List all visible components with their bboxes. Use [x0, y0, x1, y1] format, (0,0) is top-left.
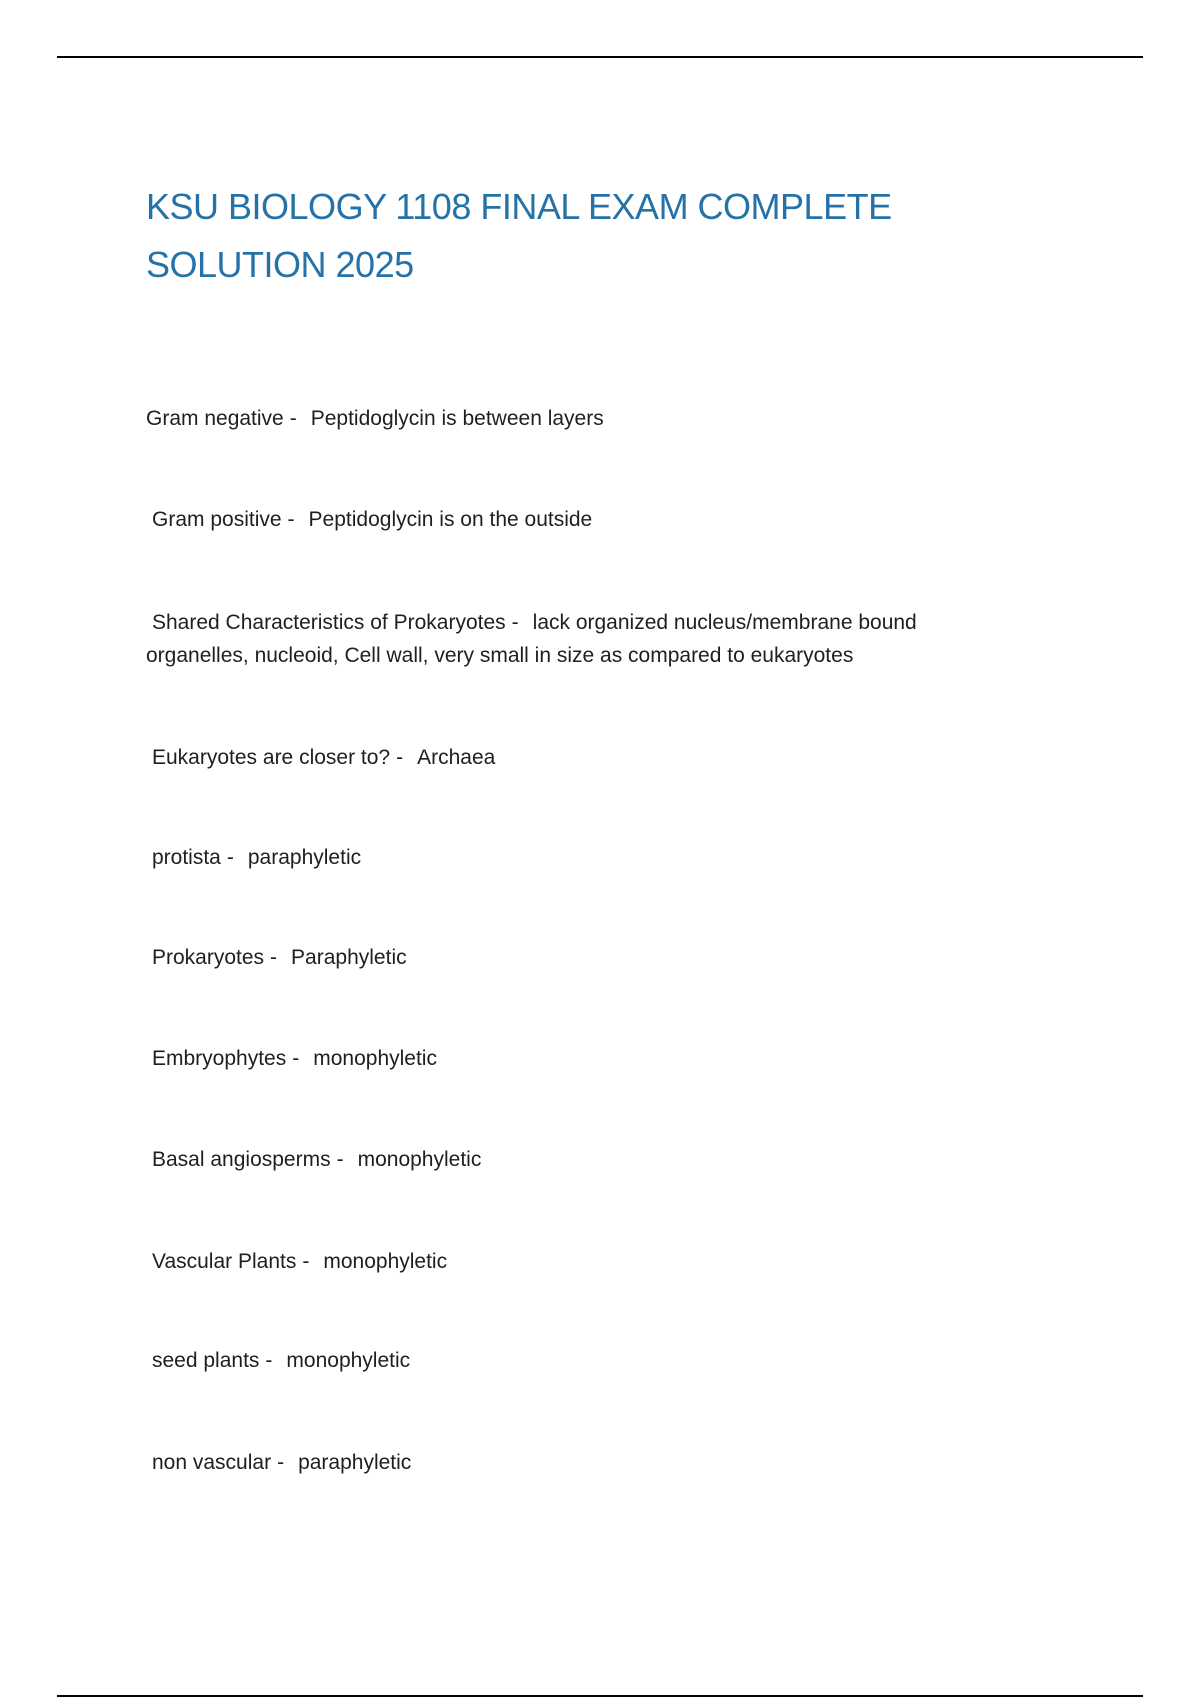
qa-term: Eukaryotes are closer to? [152, 746, 391, 769]
qa-separator: - [265, 1349, 273, 1372]
qa-answer: Peptidoglycin is between layers [310, 407, 604, 430]
qa-item [152, 1245, 992, 1278]
qa-separator: - [292, 1047, 300, 1070]
document-title: KSU BIOLOGY 1108 FINAL EXAM COMPLETE SOLUTION 2025 [146, 186, 892, 285]
qa-term: seed plants [152, 1349, 260, 1372]
qa-term: protista [152, 846, 221, 869]
qa-term: Embryophytes [152, 1047, 287, 1070]
qa-item [152, 1446, 992, 1479]
qa-term: Gram negative [146, 407, 284, 430]
qa-item [152, 941, 992, 974]
qa-answer: lack organized nucleus/membrane bound organelles, nucleoid, Cell wall, very small in size as compared to eukaryotes [146, 611, 917, 667]
bottom-rule [57, 1695, 1143, 1697]
qa-answer: paraphyletic [247, 846, 362, 869]
qa-answer: monophyletic [323, 1250, 448, 1273]
qa-separator: - [511, 611, 519, 634]
qa-item [152, 741, 992, 774]
qa-answer: Archaea [417, 746, 496, 769]
qa-term: Basal angiosperms [152, 1148, 331, 1171]
qa-answer: monophyletic [357, 1148, 482, 1171]
qa-answer: paraphyletic [298, 1451, 412, 1474]
qa-separator: - [277, 1451, 285, 1474]
qa-answer: Paraphyletic [291, 946, 407, 969]
qa-item [146, 402, 986, 435]
top-rule [57, 56, 1143, 58]
qa-separator: - [336, 1148, 344, 1171]
qa-term: non vascular [152, 1451, 272, 1474]
qa-item [152, 1042, 992, 1075]
qa-term: Prokaryotes [152, 946, 265, 969]
qa-item [146, 606, 986, 672]
qa-separator: - [289, 407, 297, 430]
qa-answer: Peptidoglycin is on the outside [308, 508, 593, 531]
qa-separator: - [226, 846, 234, 869]
qa-term: Gram positive [152, 508, 282, 531]
qa-separator: - [287, 508, 295, 531]
qa-item [152, 1344, 992, 1377]
qa-separator: - [270, 946, 278, 969]
qa-answer: monophyletic [286, 1349, 411, 1372]
qa-answer: monophyletic [313, 1047, 437, 1070]
qa-term: Shared Characteristics of Prokaryotes [152, 611, 506, 634]
qa-item [152, 1143, 992, 1176]
qa-separator: - [396, 746, 404, 769]
qa-item [152, 503, 992, 536]
qa-term: Vascular Plants [152, 1250, 297, 1273]
qa-item [152, 841, 992, 874]
qa-separator: - [302, 1250, 310, 1273]
